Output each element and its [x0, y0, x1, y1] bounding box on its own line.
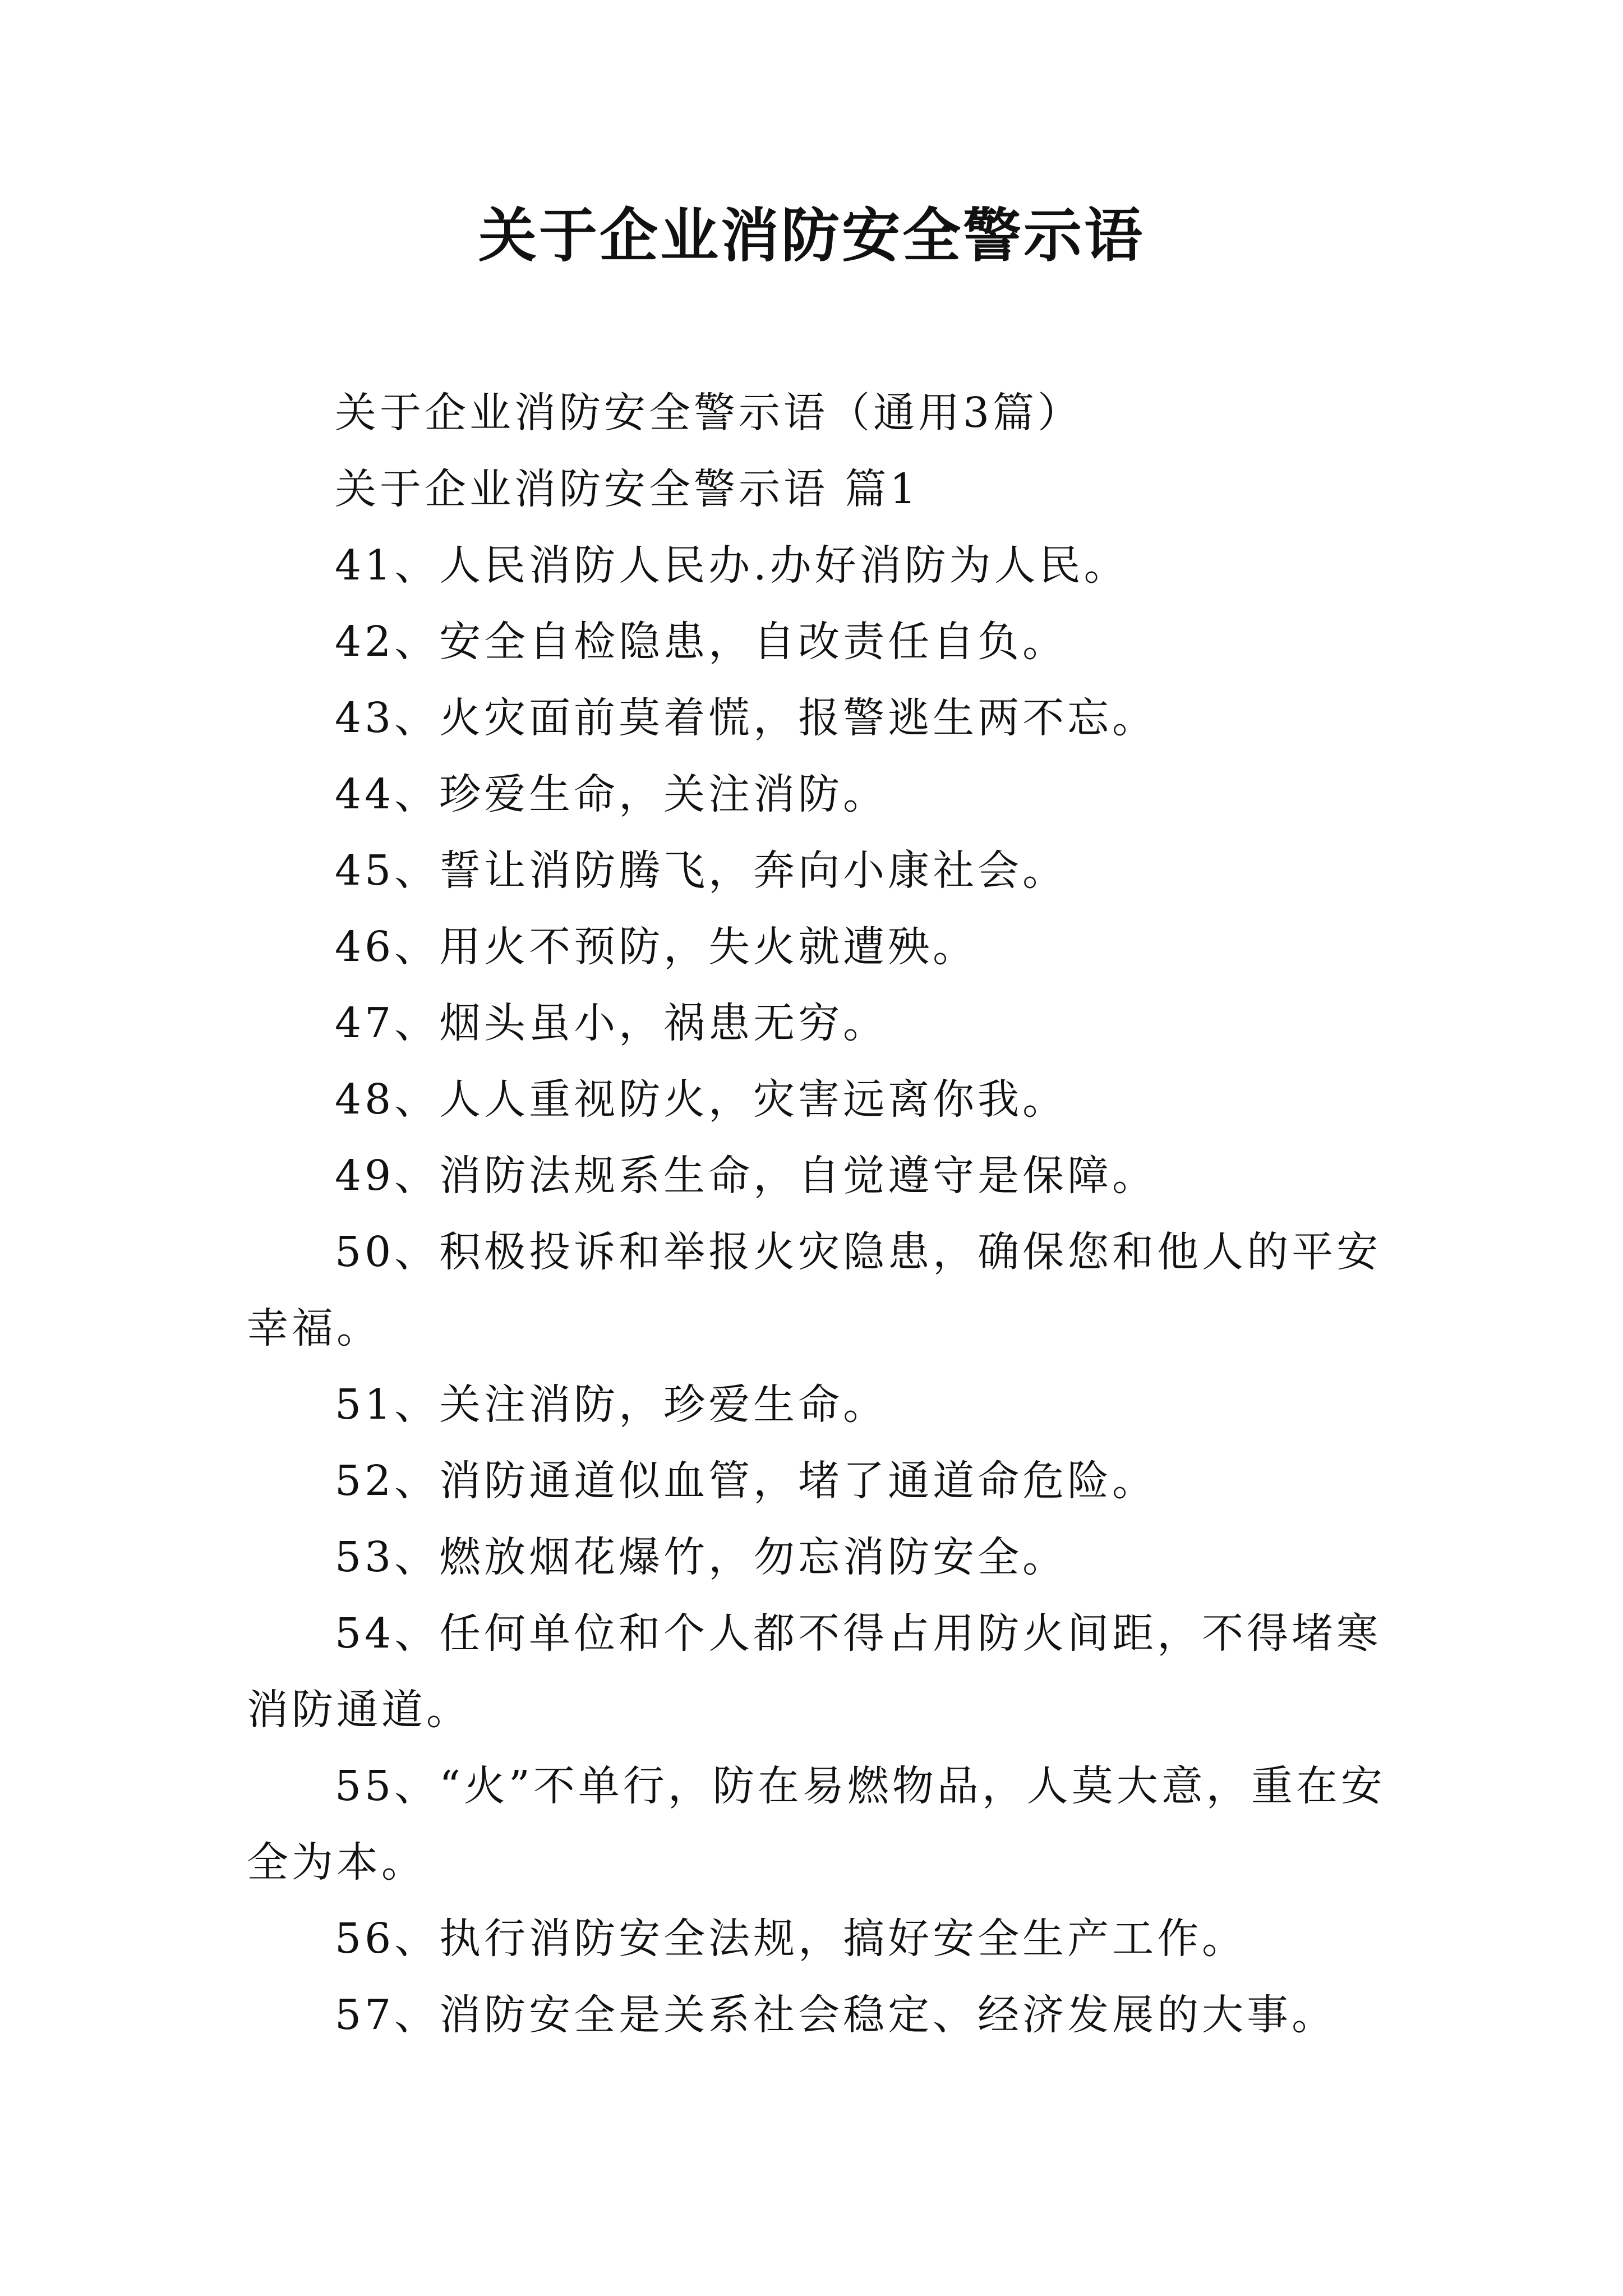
slogan-item: 52、消防通道似血管，堵了通道命危险。 — [335, 1457, 1158, 1505]
section-heading: 关于企业消防安全警示语 篇1 — [335, 465, 920, 513]
slogan-item: 42、安全自检隐患，自改责任自负。 — [335, 618, 1068, 666]
slogan-item: 47、烟头虽小，祸患无穷。 — [335, 999, 888, 1047]
slogan-item: 55、“火”不单行，防在易燃物品，人莫大意，重在安全为本。 — [247, 1762, 1386, 1887]
slogan-item: 49、消防法规系生命，自觉遵守是保障。 — [335, 1152, 1158, 1200]
slogan-item: 46、用火不预防，失火就遭殃。 — [335, 923, 978, 971]
slogan-item: 48、人人重视防火，灾害远离你我。 — [335, 1075, 1068, 1124]
slogan-item: 57、消防安全是关系社会稳定、经济发展的大事。 — [335, 1991, 1337, 2039]
slogan-item: 44、珍爱生命，关注消防。 — [335, 770, 888, 818]
slogan-item: 43、火灾面前莫着慌，报警逃生两不忘。 — [335, 694, 1158, 742]
slogan-item: 54、任何单位和个人都不得占用防火间距，不得堵寒消防通道。 — [247, 1609, 1382, 1734]
document-body — [247, 375, 1391, 2053]
slogan-item: 41、人民消防人民办.办好消防为人民。 — [335, 541, 1129, 590]
slogan-item: 56、执行消防安全法规，搞好安全生产工作。 — [335, 1915, 1247, 1963]
slogan-item: 50、积极投诉和举报火灾隐患，确保您和他人的平安幸福。 — [247, 1228, 1382, 1352]
slogan-item: 51、关注消防，珍爱生命。 — [335, 1381, 888, 1429]
slogan-item: 53、燃放烟花爆竹，勿忘消防安全。 — [335, 1533, 1068, 1581]
slogan-item: 45、誓让消防腾飞，奔向小康社会。 — [335, 846, 1068, 895]
document-title: 关于企业消防安全警示语 — [478, 201, 1145, 270]
subtitle-collection: 关于企业消防安全警示语（通用3篇） — [335, 389, 1083, 437]
